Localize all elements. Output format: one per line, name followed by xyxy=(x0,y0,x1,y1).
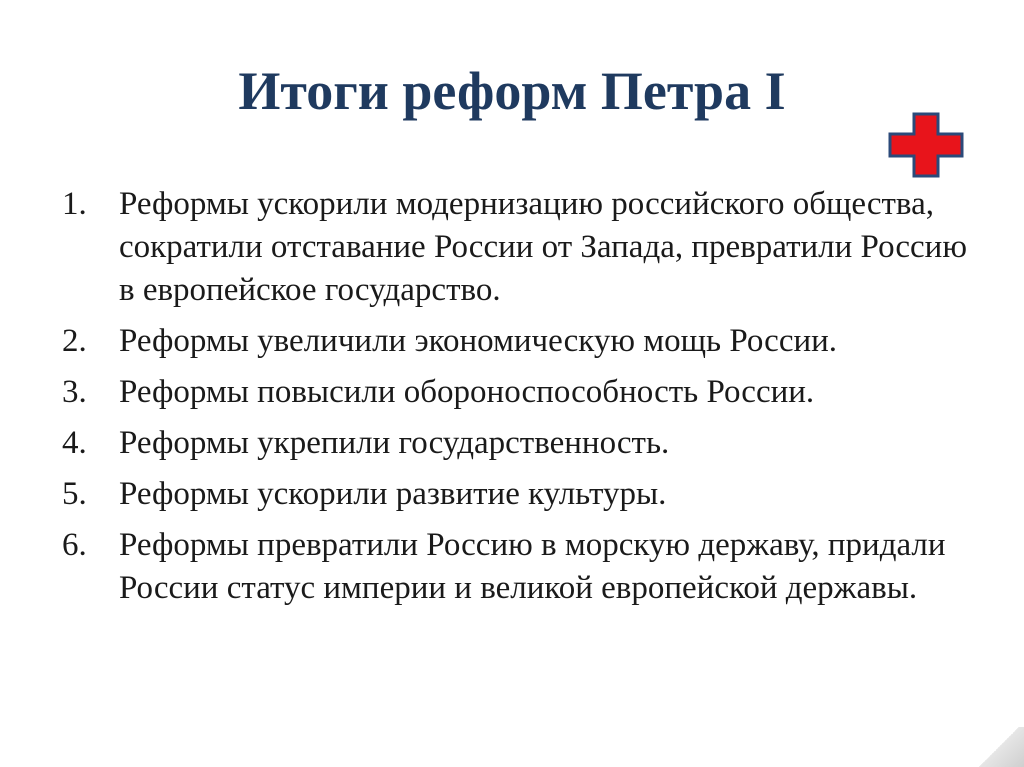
list-item-number: 1. xyxy=(62,186,87,222)
list-item xyxy=(62,422,972,465)
slide-title: Итоги реформ Петра I xyxy=(238,61,786,121)
list-item xyxy=(62,371,972,414)
cross-shape xyxy=(890,114,962,176)
list-item-text: Реформы ускорили развитие культуры. xyxy=(119,476,667,512)
list-item-number: 5. xyxy=(62,476,87,512)
list-item-number: 4. xyxy=(62,425,87,461)
list-item-text: Реформы превратили Россию в морскую державу, придали России статус империи и великой европейской державы. xyxy=(119,527,946,606)
list-item-text: Реформы укрепили государственность. xyxy=(119,425,670,461)
red-cross-icon xyxy=(886,110,966,180)
list-item-number: 3. xyxy=(62,374,87,410)
reform-results-list xyxy=(62,183,972,618)
page-curl xyxy=(974,727,1024,767)
list-item xyxy=(62,183,972,312)
list-item-number: 6. xyxy=(62,527,87,563)
list-item xyxy=(62,320,972,363)
list-item-text: Реформы увеличили экономическую мощь России. xyxy=(119,323,838,359)
list-item-text: Реформы ускорили модернизацию российского общества, сократили отставание России от Запада, превратили Россию в европейское государство. xyxy=(119,186,967,308)
list-item xyxy=(62,524,972,610)
list-item-text: Реформы повысили обороноспособность России. xyxy=(119,374,815,410)
list-item-number: 2. xyxy=(62,323,87,359)
list-item xyxy=(62,473,972,516)
